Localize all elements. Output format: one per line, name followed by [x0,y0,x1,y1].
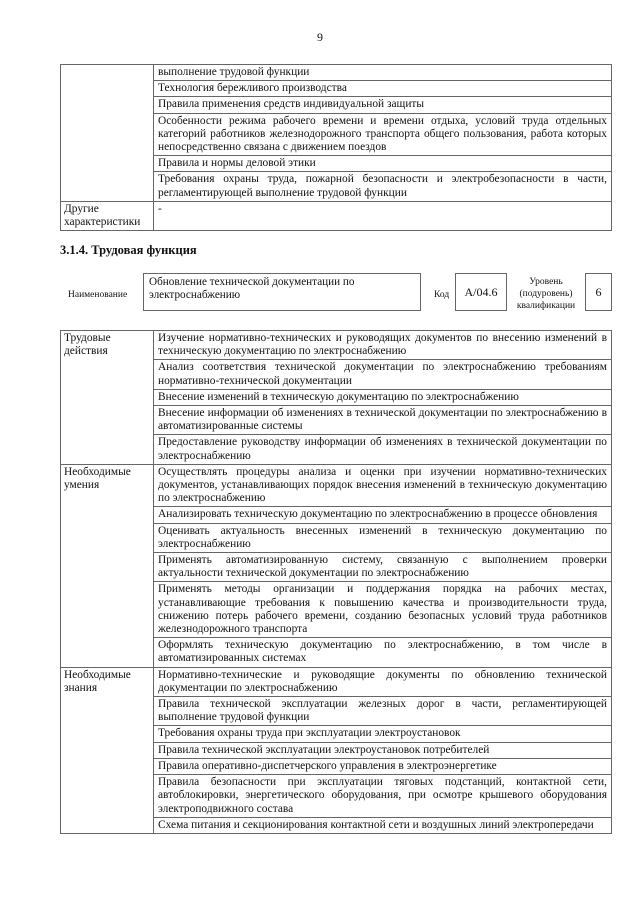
table-row-item [154,97,612,113]
item-text: Применять методы организации и поддержания порядка на рабочих местах, устанавливающие требования к повышению качества и производительности труда, снижению потерь рабочего времени, созданию безопасных условий труда работников железнодорожного транспорта [158,583,607,636]
item-text: Внесение изменений в техническую документацию по электроснабжению [158,390,519,403]
table-row-item [154,464,612,507]
table-row-item [154,638,612,667]
table-row-item [154,758,612,774]
item-text: Внесение информации об изменениях в технической документации по электроснабжению в автоматизированные системы [158,407,607,433]
item-text: Применять автоматизированную систему, связанную с выполнением проверки актуальности технической документации по электроснабжению [158,554,607,580]
table-row-item [154,697,612,726]
function-details-table [60,330,612,834]
section-label: Необходимые умения [61,464,154,667]
table-row-item [154,201,612,230]
table-row [61,65,612,81]
item-text: Правила применения средств индивидуальной защиты [158,98,425,111]
item-text: Правила технической эксплуатации электроустановок потребителей [158,743,490,756]
code-label: Код [434,290,450,300]
item-text: Особенности режима рабочего времени и времени отдыха, условий труда отдельных категорий работников железнодорожного транспорта общего пользования, работа которых непосредственно связана с движением поездов [158,114,607,154]
section-label: Трудовые действия [61,331,154,465]
item-text: Правила оперативно-диспетчерского управления в электроэнергетике [158,759,497,772]
item-text: Требования охраны труда при эксплуатации электроустановок [158,727,461,740]
item-text: Осуществлять процедуры анализа и оценки при изучении нормативно-технических документов, устанавливающих порядок внесения изменений в техническую документацию по электроснабжению [158,465,607,505]
item-text: Оценивать актуальность внесенных изменений в техническую документацию по электроснабжению [158,524,607,550]
item-text: Предоставление руководству информации об изменениях в технической документации по электроснабжению [158,436,607,462]
section-label: Другие характеристики [61,201,154,230]
table-row-item [154,172,612,201]
table-row-item [154,507,612,523]
table-row-item [154,817,612,833]
item-text: Правила технической эксплуатации железных дорог в части, регламентирующей выполнение трудовой функции [158,698,607,724]
item-text: Нормативно-технические и руководящие документы по обновлению технической документации по электроснабжению [158,668,607,694]
item-text: выполнение трудовой функции [158,66,310,78]
item-text: Изучение нормативно-технических и руководящих документов по внесению изменений в техническую документацию по электроснабжению [158,332,607,358]
table-row-item [154,553,612,582]
table-row-item [154,582,612,638]
qualification-level-label: Уровень (подуровень) квалификации [516,277,576,311]
table-row-item [154,81,612,97]
table-row-item [154,113,612,156]
table-row-item [154,406,612,435]
item-text: Требования охраны труда, пожарной безопасности и электробезопасности в части, регламентирующей выполнение трудовой функции [158,173,607,199]
table-row-item [154,726,612,742]
section-label: Необходимые знания [61,667,154,833]
table-row [61,667,612,696]
item-text: - [158,202,162,215]
table-row-item [154,389,612,405]
section-label [61,65,154,202]
table-row-item [154,156,612,172]
name-label: Наименование [68,290,128,300]
table-row [61,201,612,230]
item-text: Схема питания и секционирования контактной сети и воздушных линий электропередачи [158,818,594,831]
item-text: Анализ соответствия технической документации по электроснабжению требованиям нормативно-технической документации [158,361,607,387]
item-text: Технология бережливого производства [158,82,347,95]
qualification-level-box: 6 [585,273,612,311]
item-text: Оформлять техническую документацию по электроснабжению, в том числе в автоматизированных системах [158,639,607,665]
section-title: 3.1.4. Трудовая функция [60,243,197,257]
previous-function-table-continuation [60,64,612,231]
table-row-item [154,742,612,758]
table-row-item [154,331,612,360]
table-row [61,464,612,507]
table-row-item [154,775,612,818]
item-text: Правила и нормы деловой этики [158,157,316,170]
page-number: 9 [317,30,323,44]
table-row-item [154,360,612,389]
table-row-item [154,667,612,696]
table-row [61,331,612,360]
item-text: Правила безопасности при эксплуатации тяговых подстанций, контактной сети, автоблокировки, энергетического оборудования, при осмотре крышевого оборудования электроподвижного состава [158,776,607,815]
table-row-item [154,523,612,552]
table-row-item [154,435,612,464]
item-text: Анализировать техническую документацию по электроснабжению в процессе обновления [158,508,598,521]
table-row-item [154,65,612,81]
code-value-box: А/04.6 [455,273,507,311]
function-name-box: Обновление технической документации по электроснабжению [143,273,421,311]
